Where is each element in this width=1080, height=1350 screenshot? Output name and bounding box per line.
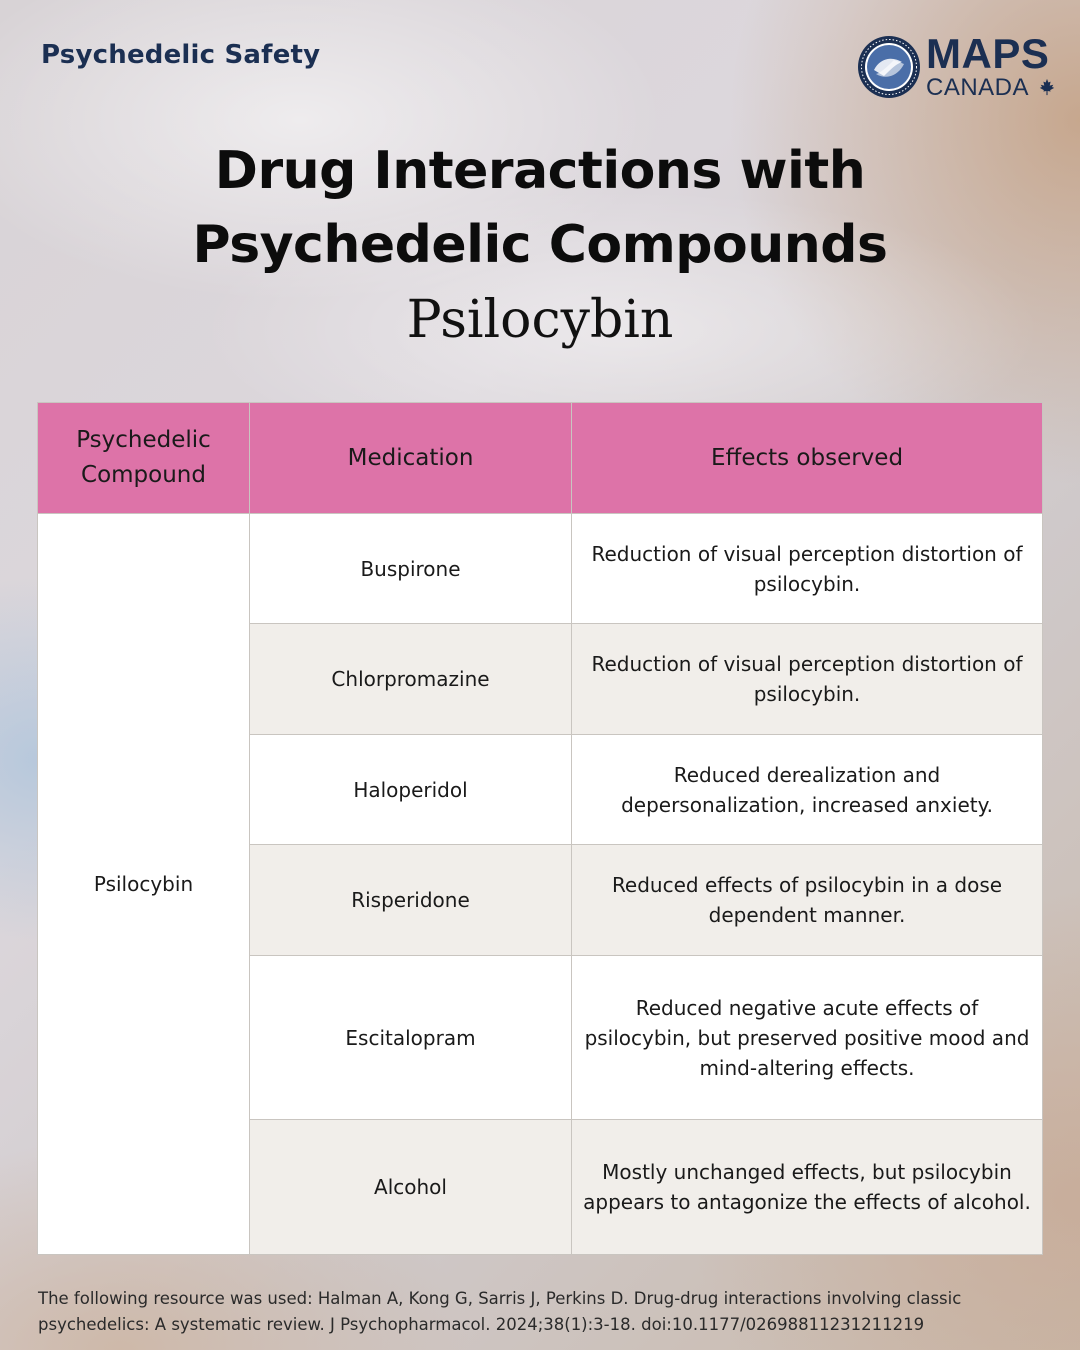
medication-cell: Buspirone xyxy=(250,514,572,624)
column-header-effects: Effects observed xyxy=(572,403,1043,514)
effect-cell: Reduced effects of psilocybin in a dose dependent manner. xyxy=(572,845,1043,956)
interactions-table xyxy=(37,402,1043,1255)
citation-footer: The following resource was used: Halman A, Kong G, Sarris J, Perkins D. Drug-drug interactions involving classic psychedelics: A systematic review. J Psychopharmacol. 2024;38(1):3-18. doi:10.1177/02698811231211219 xyxy=(38,1289,962,1334)
medication-cell: Chlorpromazine xyxy=(250,624,572,735)
page-title-line-2: Psychedelic Compounds xyxy=(192,215,888,275)
maps-canada-logo xyxy=(856,30,1062,104)
effect-cell: Mostly unchanged effects, but psilocybin appears to antagonize the effects of alcohol. xyxy=(572,1120,1043,1255)
medication-cell: Alcohol xyxy=(250,1120,572,1255)
effect-cell: Reduced negative acute effects of psilocybin, but preserved positive mood and mind-altering effects. xyxy=(572,956,1043,1120)
effect-cell: Reduction of visual perception distortion of psilocybin. xyxy=(572,624,1043,735)
table-row xyxy=(38,514,1043,624)
column-header-medication: Medication xyxy=(250,403,572,514)
table-header-row xyxy=(38,403,1043,514)
logo-maps-text: MAPS xyxy=(926,30,1050,77)
effect-cell: Reduced derealization and depersonalization, increased anxiety. xyxy=(572,735,1043,845)
column-header-compound: Psychedelic Compound xyxy=(38,403,250,514)
medication-cell: Haloperidol xyxy=(250,735,572,845)
compound-cell: Psilocybin xyxy=(38,514,250,1255)
page-subtitle: Psilocybin xyxy=(406,290,674,350)
medication-cell: Risperidone xyxy=(250,845,572,956)
effect-cell: Reduction of visual perception distortion of psilocybin. xyxy=(572,514,1043,624)
multidisciplinary-association-seal-icon xyxy=(856,34,922,100)
page-title-line-1: Drug Interactions with xyxy=(214,141,866,201)
logo-canada-text: CANADA xyxy=(926,74,1030,101)
maple-leaf-icon xyxy=(1038,78,1056,96)
medication-cell: Escitalopram xyxy=(250,956,572,1120)
brand-label: Psychedelic Safety xyxy=(41,40,321,70)
